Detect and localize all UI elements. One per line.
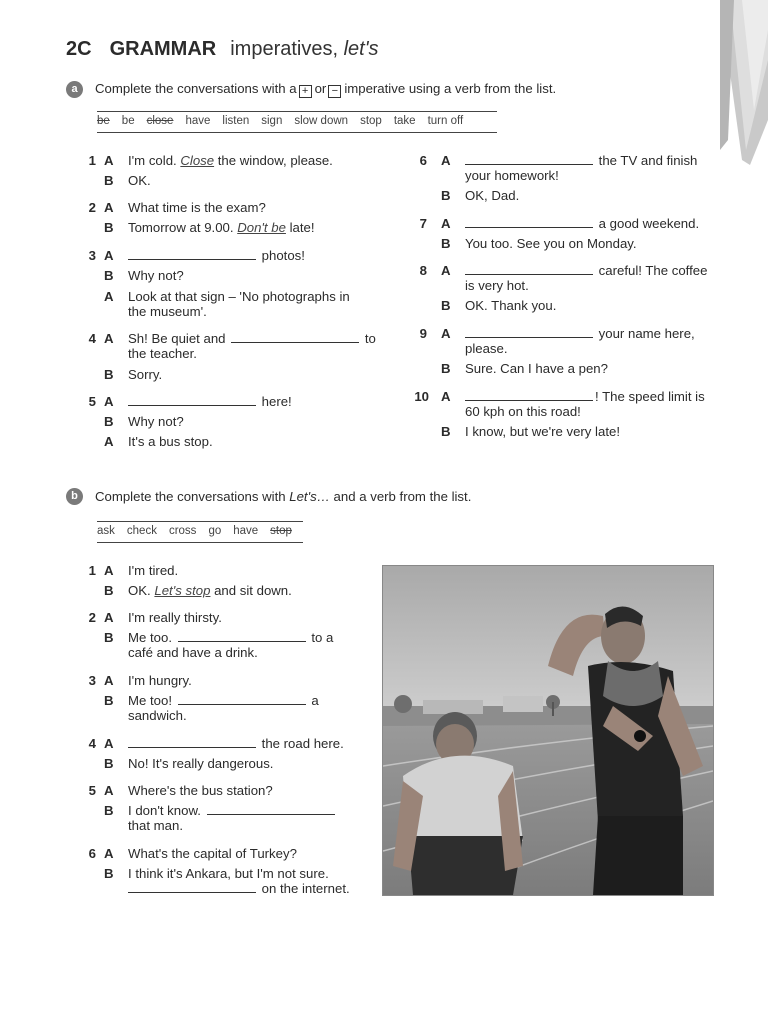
section-title: GRAMMAR bbox=[109, 38, 217, 60]
answer-blank[interactable] bbox=[465, 326, 593, 338]
answer-blank[interactable] bbox=[465, 263, 593, 275]
unit-code: 2C bbox=[66, 38, 92, 60]
list-b-word: check bbox=[126, 525, 157, 537]
page-heading bbox=[66, 36, 379, 62]
exercise-b-badge: b bbox=[66, 488, 83, 505]
answer-blank[interactable] bbox=[465, 153, 593, 165]
list-a-word: sign bbox=[261, 115, 283, 127]
list-b-word: cross bbox=[168, 525, 197, 537]
corner-decoration bbox=[720, 0, 768, 165]
list-a-word: turn off bbox=[427, 115, 464, 127]
answer-blank[interactable] bbox=[465, 389, 593, 401]
list-a-word: close bbox=[146, 115, 174, 127]
exercise-a-badge: a bbox=[66, 81, 83, 98]
list-a-word: listen bbox=[222, 115, 250, 127]
answer-blank[interactable] bbox=[231, 331, 359, 343]
list-a-word: have bbox=[185, 115, 211, 127]
list-b-word: go bbox=[208, 525, 222, 537]
answer-blank[interactable] bbox=[178, 630, 306, 642]
list-b-word: have bbox=[233, 525, 259, 537]
example-answer: Let's stop bbox=[154, 583, 211, 598]
list-b-word: stop bbox=[270, 525, 292, 537]
answer-blank[interactable] bbox=[128, 248, 256, 260]
plus-icon: + bbox=[299, 85, 312, 98]
list-a-word: be bbox=[121, 115, 135, 127]
word-list-a bbox=[97, 111, 497, 133]
answer-blank[interactable] bbox=[178, 693, 306, 705]
answer-blank[interactable] bbox=[207, 803, 335, 815]
exercise-a-instruction: Complete the conversations with a + or − imperative using a verb from the list. bbox=[95, 81, 557, 97]
answer-blank[interactable] bbox=[128, 736, 256, 748]
answer-blank[interactable] bbox=[128, 394, 256, 406]
list-a-word: stop bbox=[360, 115, 382, 127]
word-list-b bbox=[97, 521, 303, 543]
list-b-word: ask bbox=[97, 525, 115, 537]
runners-photo bbox=[382, 565, 714, 896]
list-a-word: take bbox=[393, 115, 416, 127]
answer-blank[interactable] bbox=[465, 216, 593, 228]
exercise-b-instruction: Complete the conversations with Let's… and a verb from the list. bbox=[95, 489, 472, 504]
example-answer: Close bbox=[180, 153, 215, 168]
list-a-word: slow down bbox=[294, 115, 349, 127]
list-a-word: be bbox=[97, 115, 110, 127]
topic-title: imperatives, let's bbox=[230, 38, 379, 60]
example-answer: Don't be bbox=[237, 220, 286, 235]
minus-icon: − bbox=[328, 85, 341, 98]
answer-blank[interactable] bbox=[128, 881, 256, 893]
